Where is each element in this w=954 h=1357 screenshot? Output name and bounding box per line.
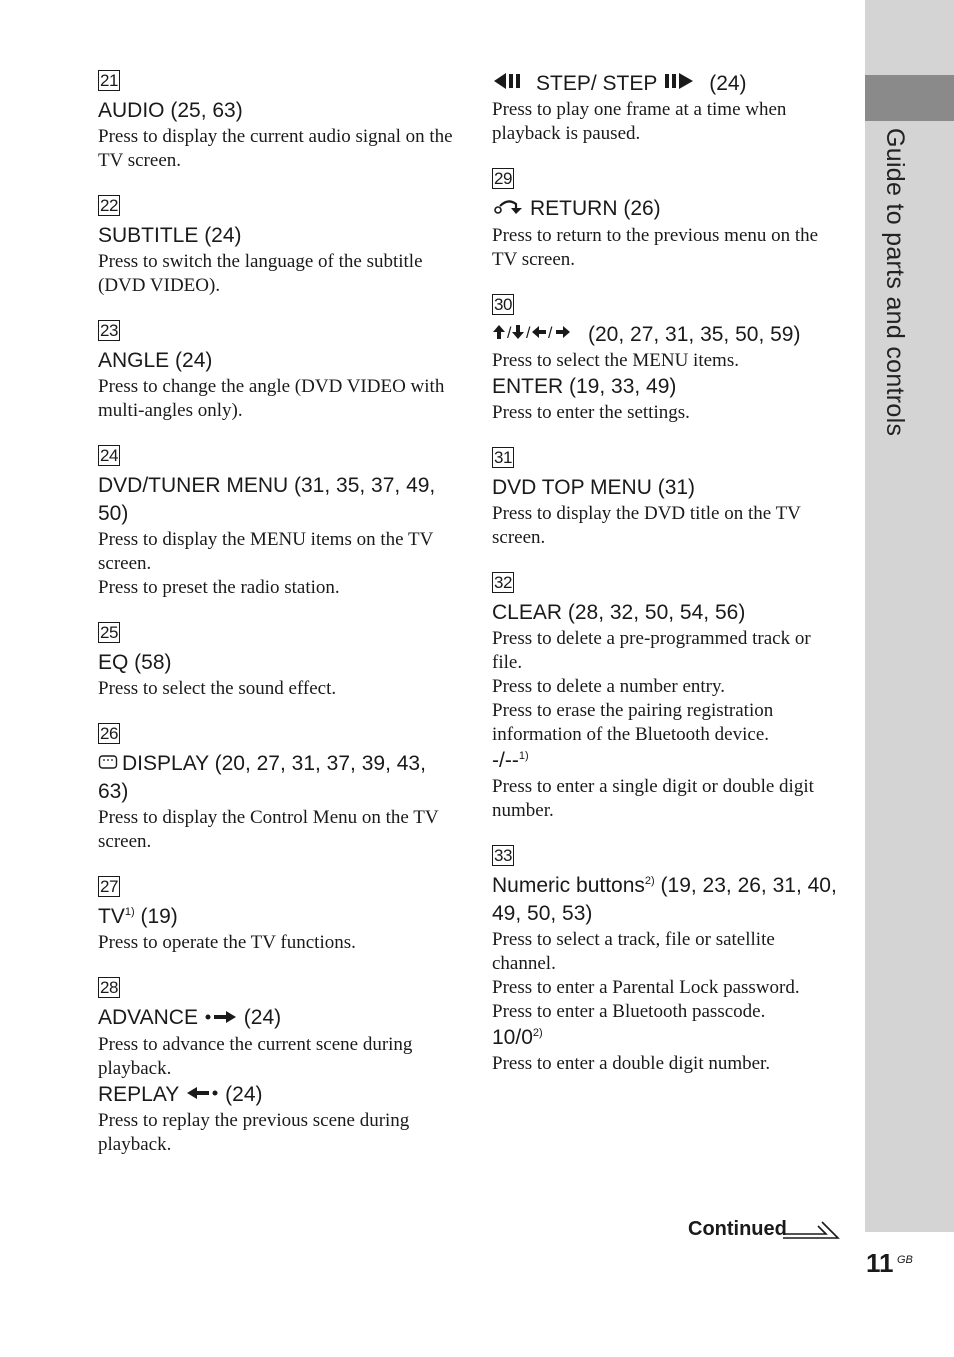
heading-pages: (19, 23, 26, 31, 40, 49, 50, 53): [492, 874, 843, 926]
heading-text: EQ (58): [98, 651, 172, 674]
footnote-marker: 2): [532, 1027, 543, 1040]
item-number: 30: [494, 294, 512, 314]
item-number: 32: [494, 573, 512, 593]
button-heading: [492, 599, 837, 627]
description: Press to preset the radio station.: [98, 577, 340, 598]
footnote-marker: 1): [124, 906, 135, 919]
item-number: 25: [100, 623, 118, 642]
button-heading: [98, 649, 458, 677]
heading-text: Numeric buttons: [492, 874, 645, 898]
heading-text: RETURN (26): [530, 197, 661, 221]
entry-30: [492, 294, 837, 425]
item-number: 29: [494, 169, 512, 189]
button-heading: [492, 747, 837, 775]
heading-pages: (24): [703, 72, 747, 95]
description: Press to display the MENU items on the TV screen.: [98, 529, 433, 574]
display-icon: [98, 750, 118, 778]
button-heading: [492, 373, 837, 401]
description: Press to enter a single digit or double digit number.: [492, 776, 814, 822]
item-number: 26: [100, 724, 118, 743]
description: Press to switch the language of the subtitle (DVD VIDEO).: [98, 251, 423, 296]
svg-text:/: /: [548, 325, 553, 342]
button-heading: [492, 1024, 837, 1052]
heading-text: DVD/TUNER MENU (31, 35, 37, 49, 50): [98, 474, 436, 525]
heading-text: CLEAR (28, 32, 50, 54, 56): [492, 601, 746, 625]
item-number: 22: [100, 196, 118, 215]
step-forward-icon: [663, 70, 703, 98]
entry-step: [492, 70, 837, 146]
side-band: [865, 0, 954, 1232]
description: Press to operate the TV functions.: [98, 932, 356, 954]
item-number: 27: [100, 877, 118, 897]
description: Press to display the DVD title on the TV screen.: [492, 503, 801, 549]
button-heading: [492, 321, 837, 349]
entry-31: [492, 447, 837, 550]
entry-28: [98, 977, 458, 1157]
description: Press to display the current audio signal on the TV screen.: [98, 126, 453, 171]
entry-29: [492, 168, 837, 271]
arrows-icon: [492, 321, 584, 349]
description: Press to select the sound effect.: [98, 678, 337, 699]
return-icon: [492, 196, 526, 224]
page-region: GB: [897, 1254, 913, 1266]
heading-text: AUDIO (25, 63): [98, 99, 243, 122]
item-number: 23: [100, 321, 118, 340]
description: Press to enter a Bluetooth passcode.: [492, 1001, 766, 1023]
item-number: 24: [100, 446, 118, 465]
item-number: 21: [100, 71, 118, 90]
description: Press to erase the pairing registration information of the Bluetooth device.: [492, 700, 774, 746]
description: Press to select the MENU items.: [492, 350, 739, 372]
heading-text: STEP/ STEP: [536, 72, 658, 95]
heading-text: ANGLE (24): [98, 349, 213, 372]
heading-text: -/--: [492, 749, 519, 773]
entry-21: [98, 70, 458, 173]
entry-32: [492, 572, 837, 823]
entry-23: [98, 320, 458, 423]
step-back-icon: [492, 70, 532, 98]
heading-text: 10/0: [492, 1026, 533, 1050]
left-column: [98, 70, 458, 1179]
heading-text: DVD TOP MENU (31): [492, 476, 696, 500]
button-heading: [492, 474, 837, 502]
button-heading: [98, 1004, 458, 1032]
button-heading: [98, 1081, 458, 1109]
svg-text:/: /: [526, 325, 531, 342]
description: Press to replay the previous scene during playback.: [98, 1110, 410, 1156]
description: Press to display the Control Menu on the TV screen.: [98, 807, 439, 853]
entry-25: [98, 622, 458, 701]
advance-icon: [204, 1005, 238, 1033]
replay-icon: [185, 1081, 219, 1109]
description: Press to return to the previous menu on the TV screen.: [492, 224, 819, 270]
button-heading: [98, 97, 458, 125]
entry-33: [492, 845, 843, 1076]
heading-text: ENTER (19, 33, 49): [492, 375, 677, 399]
button-heading: [492, 70, 837, 98]
description: Press to enter a Parental Lock password.: [492, 977, 800, 999]
description: Press to delete a number entry.: [492, 676, 726, 698]
description: Press to advance the current scene during playback.: [98, 1033, 413, 1079]
side-tab: [865, 75, 954, 121]
button-heading: [492, 195, 837, 223]
item-number: 31: [494, 448, 512, 468]
heading-text: DISPLAY (20, 27, 31, 37, 39, 43, 63): [98, 752, 426, 804]
heading-pages: (24): [237, 1006, 282, 1030]
description: Press to change the angle (DVD VIDEO with multi-angles only).: [98, 376, 445, 421]
heading-text: SUBTITLE (24): [98, 224, 242, 247]
button-heading: [98, 347, 458, 375]
footnote-marker: 2): [644, 875, 655, 888]
entry-24: [98, 445, 458, 600]
heading-text: ADVANCE: [98, 1006, 198, 1030]
heading-text: TV: [98, 905, 125, 929]
heading-text: REPLAY: [98, 1082, 180, 1106]
side-title: Guide to parts and controls: [881, 128, 909, 437]
button-heading: [492, 872, 843, 928]
button-heading: [98, 903, 458, 931]
right-column: [492, 70, 843, 1098]
description: Press to delete a pre-programmed track or file.: [492, 628, 811, 674]
continued-label: Continued: [688, 1218, 787, 1240]
continued-arrow-icon: [782, 1218, 840, 1242]
item-number: 33: [494, 846, 512, 866]
button-heading: [98, 472, 458, 528]
entry-22: [98, 195, 458, 298]
description: Press to select a track, file or satellite channel.: [492, 929, 775, 975]
heading-pages: (24): [219, 1082, 263, 1106]
entry-26: [98, 723, 458, 854]
description: Press to play one frame at a time when playback is paused.: [492, 99, 787, 145]
footnote-marker: 1): [518, 750, 529, 763]
item-number: 28: [100, 978, 118, 998]
entry-27: [98, 876, 458, 955]
heading-text: (20, 27, 31, 35, 50, 59): [588, 322, 801, 346]
button-heading: [98, 750, 458, 806]
description: Press to enter the settings.: [492, 402, 690, 424]
button-heading: [98, 222, 458, 250]
description: Press to enter a double digit number.: [492, 1053, 771, 1075]
page-number: 11: [866, 1248, 894, 1278]
svg-text:/: /: [507, 325, 512, 342]
heading-pages: (19): [134, 905, 178, 929]
